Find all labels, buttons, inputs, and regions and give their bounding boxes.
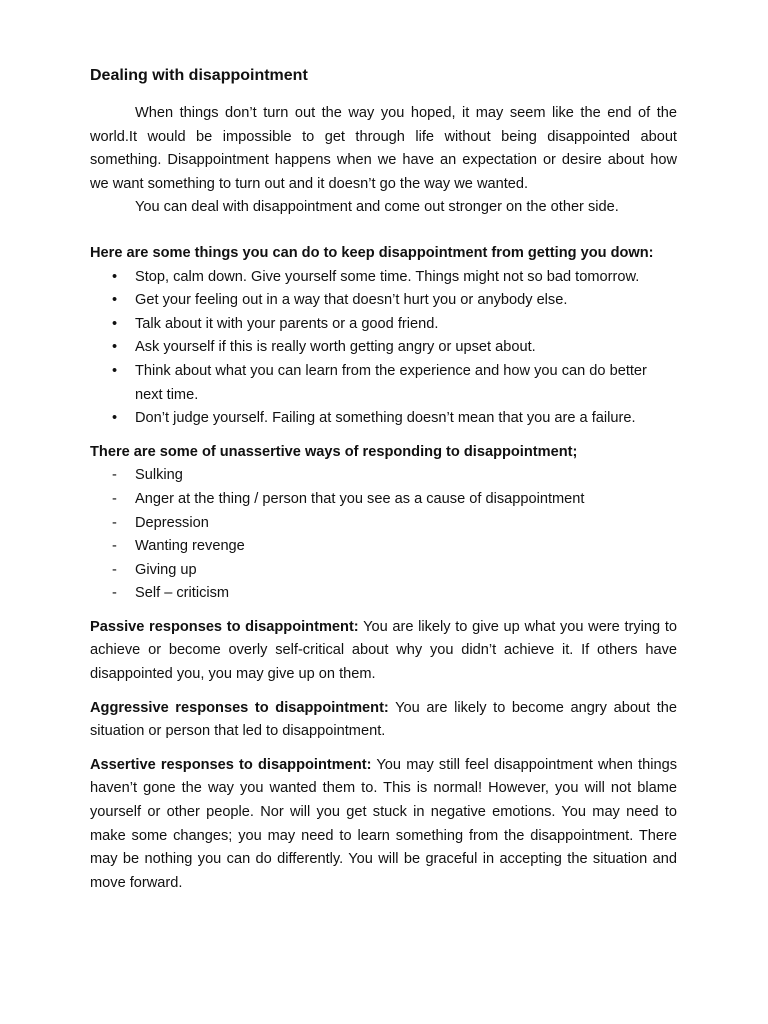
list-item-text: Get your feeling out in a way that doesn’t hurt you or anybody else. [135, 292, 568, 309]
bullet-marker: • [112, 315, 118, 332]
aggressive-responses-paragraph [90, 697, 677, 744]
dash-marker: - [112, 467, 117, 484]
assertive-responses-text: You may still feel disappointment when things haven’t gone the way you wanted them to. This is normal! However, you will not blame yourself or other people. Nor will you get stuck in negative emotions. You may need to make some changes; you may need to learn something from the disappointment. There may be nothing you can do differently. You will be graceful in accepting the situation and move forward. [90, 756, 677, 891]
list-item-text: Wanting revenge [135, 538, 245, 555]
bullet-marker: • [112, 362, 118, 379]
assertive-responses-label: Assertive responses to disappointment: [90, 756, 372, 773]
list-item [90, 336, 677, 360]
dash-marker: - [112, 514, 117, 531]
list-item-text: Self – criticism [135, 585, 230, 602]
aggressive-responses-text: You are likely to become angry about the situation or person that led to disappointment. [90, 699, 677, 740]
list-item [90, 559, 677, 583]
section-gap [90, 220, 677, 242]
dash-marker: - [112, 585, 117, 602]
section-gap [90, 744, 677, 754]
aggressive-responses-label: Aggressive responses to disappointment: [90, 699, 389, 716]
unassertive-list [90, 464, 677, 606]
bullet-marker: • [112, 339, 118, 356]
list-item [90, 512, 677, 536]
list-item [90, 535, 677, 559]
list-item [90, 582, 677, 606]
passive-responses-text: You are likely to give up what you were trying to achieve or become overly self-critical about why you didn’t achieve it. If others have disappointed you, you may give up on them. [90, 618, 677, 683]
section-gap [90, 687, 677, 697]
bullet-marker: • [112, 410, 118, 427]
list-item-text: Don’t judge yourself. Failing at something doesn’t mean that you are a failure. [135, 410, 636, 427]
list-item [90, 407, 677, 431]
intro-paragraph-1: When things don’t turn out the way you hoped, it may seem like the end of the world.It would be impossible to get through life without being disappointed about something. Disappointment happens when we have an expectation or desire about how we want something to turn out and it doesn’t go the way we wanted. [90, 105, 677, 192]
list-item-text: Giving up [135, 561, 197, 578]
section-gap [90, 431, 677, 441]
dash-marker: - [112, 490, 117, 507]
list-item-text: Think about what you can learn from the experience and how you can do better next time. [135, 362, 647, 403]
list-item-text: Anger at the thing / person that you see as a cause of disappointment [135, 490, 585, 507]
list-item [90, 464, 677, 488]
document-title: Dealing with disappointment [90, 67, 308, 84]
bullet-marker: • [112, 292, 118, 309]
list-item-text: Talk about it with your parents or a good friend. [135, 315, 439, 332]
list-item [90, 360, 677, 407]
unassertive-heading: There are some of unassertive ways of responding to disappointment; [90, 443, 578, 460]
list-item [90, 289, 677, 313]
section-gap [90, 606, 677, 616]
list-item [90, 266, 677, 290]
passive-responses-label: Passive responses to disappointment: [90, 618, 359, 635]
tips-list [90, 266, 677, 431]
intro-paragraph-2: You can deal with disappointment and come out stronger on the other side. [135, 199, 619, 216]
list-item-text: Stop, calm down. Give yourself some time. Things might not so bad tomorrow. [135, 268, 640, 285]
list-item-text: Sulking [135, 467, 183, 484]
list-item [90, 313, 677, 337]
bullet-marker: • [112, 268, 118, 285]
tips-heading: Here are some things you can do to keep disappointment from getting you down: [90, 244, 654, 261]
dash-marker: - [112, 561, 117, 578]
passive-responses-paragraph [90, 616, 677, 687]
assertive-responses-paragraph [90, 754, 677, 896]
list-item [90, 488, 677, 512]
document-page [90, 62, 677, 895]
list-item-text: Ask yourself if this is really worth getting angry or upset about. [135, 339, 536, 356]
list-item-text: Depression [135, 514, 209, 531]
dash-marker: - [112, 538, 117, 555]
